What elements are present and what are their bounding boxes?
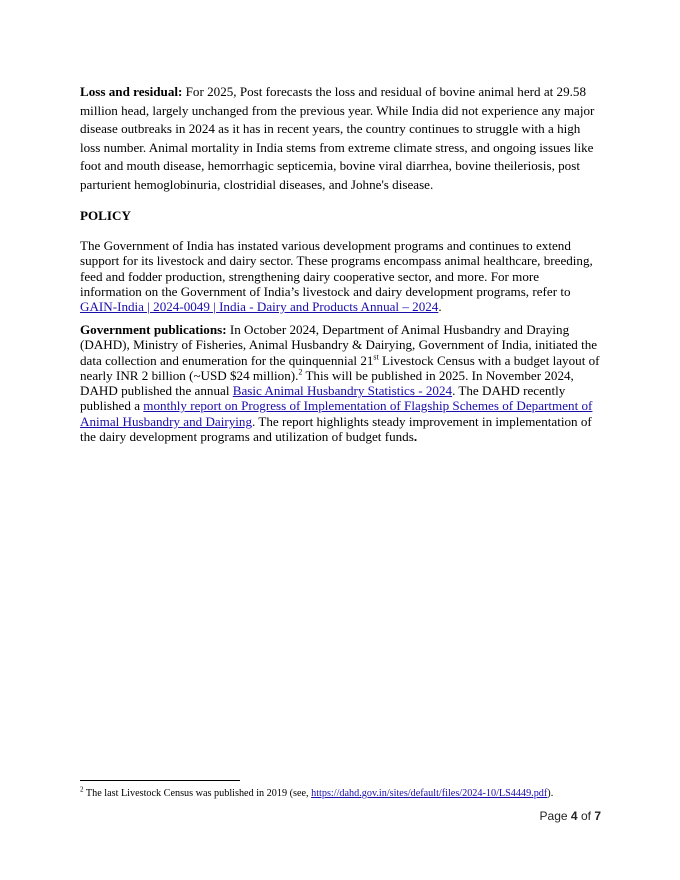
- footnote-end: ).: [547, 788, 554, 799]
- total-pages: 7: [594, 809, 601, 823]
- page-label: Page: [539, 809, 568, 823]
- basic-animal-husbandry-statistics-link[interactable]: Basic Animal Husbandry Statistics - 2024: [232, 383, 453, 399]
- policy-end: .: [438, 299, 442, 315]
- policy-text: The Government of India has instated various development programs and continues to extend support for its livestock and dairy sector. These programs encompass animal healthcare, breeding, feed and fodder production, strengthening dairy cooperative sector, and more. For more information on the Government of India’s livestock and dairy development programs, refer to: [80, 238, 593, 299]
- footnote-divider: [80, 780, 240, 781]
- gov-text-1: In October 2024, Department of Animal Husbandry and Draying (DAHD), Ministry of Fisheries, Animal Husbandry & Dairying, Government of India, initiated the data collection and enumeration for the quinquennial 21: [80, 322, 598, 368]
- footnote-text: The last Livestock Census was published in 2019 (see,: [85, 788, 309, 799]
- loss-residual-text: For 2025, Post forecasts the loss and residual of bovine animal herd at 29.58 million head, largely unchanged from the previous year. While India did not experience any major disease outbreaks in 2024 as it has in recent years, the country continues to struggle with a high loss number. Animal mortality in India stems from extreme climate stress, and ongoing issues like foot and mouth disease, hemorrhagic septicemia, bovine viral diarrhea, bovine theileriosis, post parturient hemoglobinuria, clostridial diseases, and Johne's disease.: [80, 84, 595, 192]
- livestock-census-pdf-link[interactable]: https://dahd.gov.in/sites/default/files/2024-10/LS4449.pdf: [311, 788, 548, 799]
- footnote-reference[interactable]: 2: [298, 367, 303, 377]
- gov-text-2: Livestock Census with a budget layout of nearly INR 2 billion (~USD $24 million).: [80, 352, 600, 383]
- ordinal-suffix: st: [373, 352, 379, 362]
- gov-end: .: [413, 429, 418, 445]
- government-publications-paragraph: [80, 322, 600, 444]
- flagship-schemes-report-link[interactable]: monthly report on Progress of Implementation of Flagship Schemes of Department of Animal Husbandry and Dairying: [80, 398, 593, 429]
- policy-paragraph: [80, 238, 600, 314]
- gain-report-link[interactable]: GAIN-India | 2024-0049 | India - Dairy and Products Annual – 2024: [80, 299, 439, 315]
- page-number: [540, 809, 601, 823]
- footnote-number: 2: [80, 785, 84, 794]
- loss-residual-lead: Loss and residual:: [80, 84, 183, 99]
- page-of: of: [580, 809, 591, 823]
- footnote: [80, 787, 610, 800]
- current-page: 4: [570, 809, 578, 823]
- loss-residual-paragraph: [80, 83, 600, 195]
- gov-text-5: . The report highlights steady improvement in implementation of the dairy development programs and utilization of budget funds: [80, 413, 592, 445]
- gov-text-3: This will be published in 2025. In November 2024, DAHD published the annual: [80, 367, 574, 399]
- policy-heading: POLICY: [80, 208, 131, 223]
- gov-text-4: . The DAHD recently published a: [80, 383, 566, 414]
- government-publications-lead: Government publications:: [80, 322, 227, 337]
